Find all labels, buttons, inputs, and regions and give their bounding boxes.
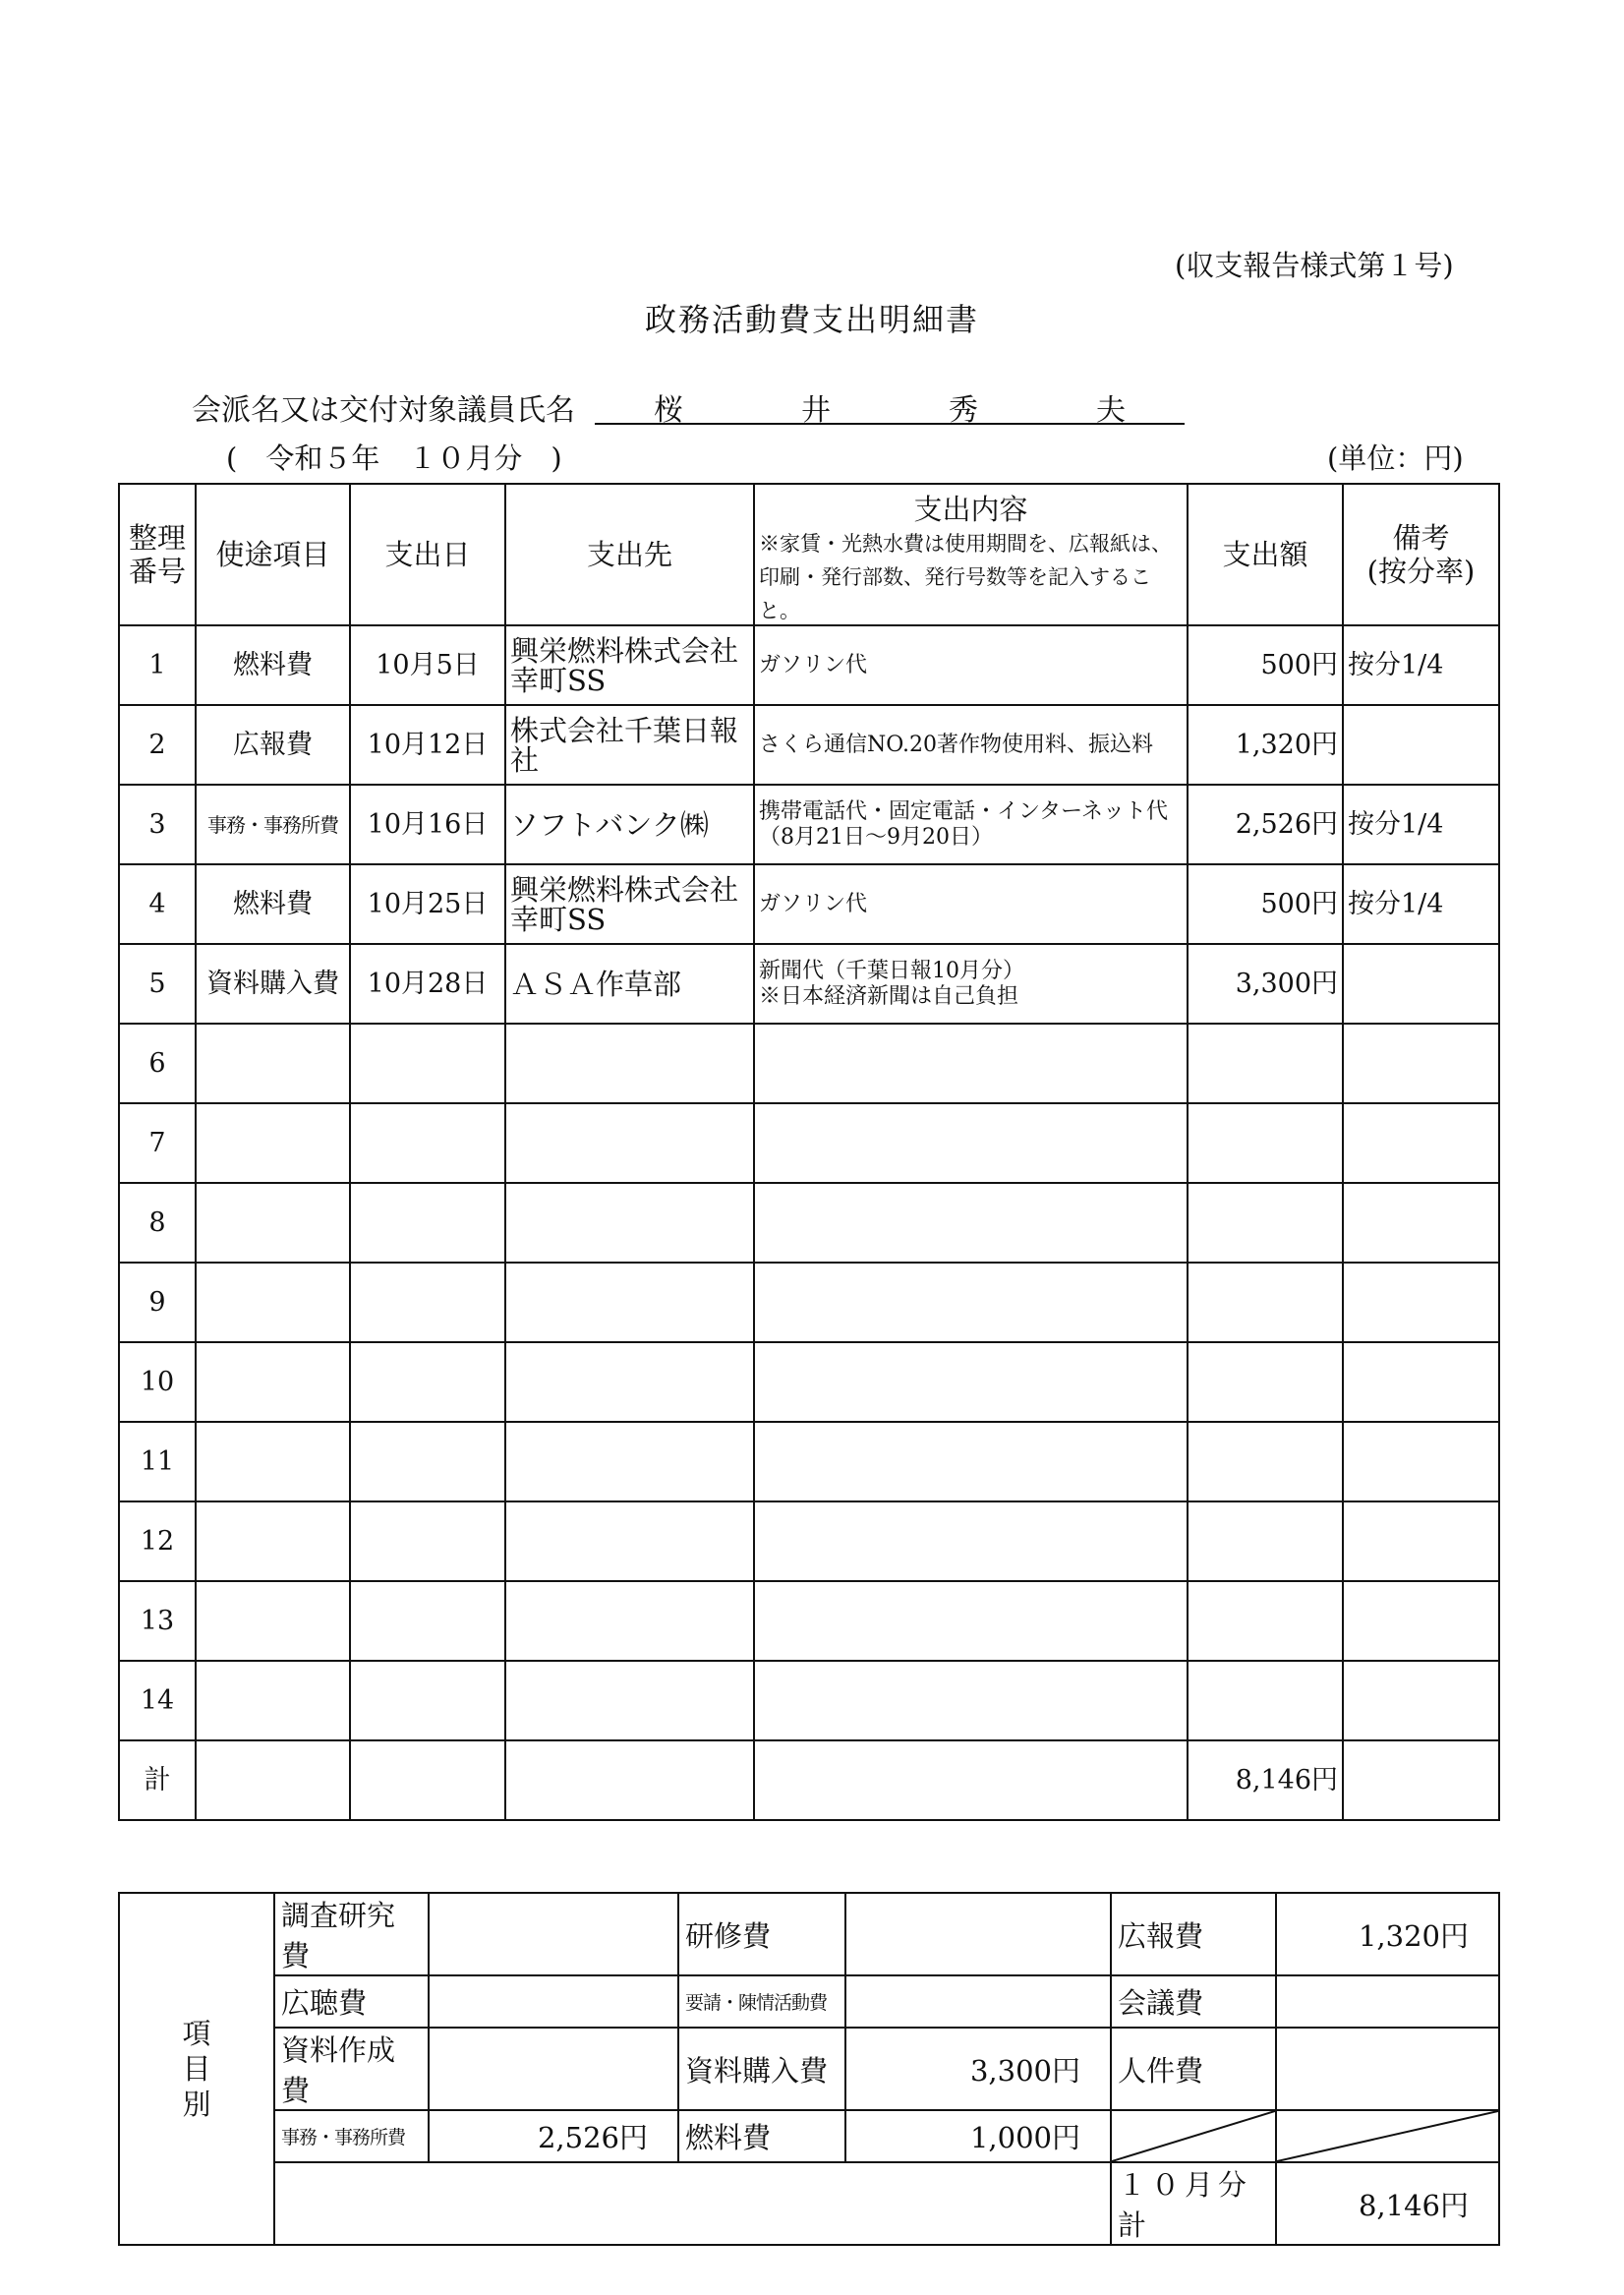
row-remarks xyxy=(1343,1581,1499,1661)
row-item: 事務・事務所費 xyxy=(196,785,350,864)
table-row xyxy=(119,1342,1499,1422)
column-header-payee: 支出先 xyxy=(505,484,754,625)
category-publicity-value: 1,320円 xyxy=(1276,1893,1499,1975)
row-item: 燃料費 xyxy=(196,625,350,705)
category-office-label: 事務・事務所費 xyxy=(274,2110,429,2162)
member-name xyxy=(595,385,1185,428)
row-number: 2 xyxy=(119,705,196,785)
category-side-label xyxy=(119,1893,274,2245)
table-row xyxy=(119,705,1499,785)
row-number: 3 xyxy=(119,785,196,864)
row-remarks: 按分1/4 xyxy=(1343,625,1499,705)
category-fuel-value: 1,000円 xyxy=(845,2110,1111,2162)
month-total-label: １０月分計 xyxy=(1111,2162,1276,2245)
row-amount xyxy=(1188,1103,1343,1183)
row-number: 6 xyxy=(119,1024,196,1103)
row-date xyxy=(350,1422,505,1501)
row-content xyxy=(754,1183,1188,1263)
row-content xyxy=(754,1422,1188,1501)
table-row xyxy=(119,785,1499,864)
row-content: ガソリン代 xyxy=(754,864,1188,944)
row-amount xyxy=(1188,1581,1343,1661)
row-amount xyxy=(1188,1024,1343,1103)
row-number: 1 xyxy=(119,625,196,705)
row-date xyxy=(350,1661,505,1740)
column-header-amount: 支出額 xyxy=(1188,484,1343,625)
category-side-label-char: 別 xyxy=(182,2088,211,2121)
row-amount: 500円 xyxy=(1188,625,1343,705)
row-content: さくら通信NO.20著作物使用料、振込料 xyxy=(754,705,1188,785)
row-amount xyxy=(1188,1661,1343,1740)
row-remarks: 按分1/4 xyxy=(1343,864,1499,944)
row-date: 10月28日 xyxy=(350,944,505,1024)
row-remarks xyxy=(1343,944,1499,1024)
member-name-char: 夫 xyxy=(1096,393,1126,428)
row-remarks xyxy=(1343,1183,1499,1263)
column-header-item: 使途項目 xyxy=(196,484,350,625)
category-side-label-char: 目 xyxy=(182,2052,211,2086)
member-name-char: 秀 xyxy=(949,393,978,428)
row-content xyxy=(754,1661,1188,1740)
row-remarks xyxy=(1343,1501,1499,1581)
total-empty-cell xyxy=(505,1740,754,1820)
category-materials-purchase-label: 資料購入費 xyxy=(678,2028,845,2110)
row-number: 5 xyxy=(119,944,196,1024)
row-content: 新聞代（千葉日報10月分） ※日本経済新聞は自己負担 xyxy=(754,944,1188,1024)
diagonal-blank-cell xyxy=(1111,2110,1276,2162)
row-payee xyxy=(505,1024,754,1103)
total-empty-cell xyxy=(1343,1740,1499,1820)
category-meeting-value xyxy=(1276,1975,1499,2028)
category-training-label: 研修費 xyxy=(678,1893,845,1975)
row-date xyxy=(350,1024,505,1103)
row-amount xyxy=(1188,1263,1343,1342)
row-content xyxy=(754,1103,1188,1183)
row-remarks xyxy=(1343,1422,1499,1501)
row-amount: 2,526円 xyxy=(1188,785,1343,864)
row-remarks xyxy=(1343,1103,1499,1183)
diagonal-blank-cell xyxy=(1276,2110,1499,2162)
row-content xyxy=(754,1581,1188,1661)
table-row xyxy=(119,864,1499,944)
row-payee: ソフトバンク㈱ xyxy=(505,785,754,864)
column-header-content-title: 支出内容 xyxy=(913,493,1028,526)
column-header-remarks-title: 備考 xyxy=(1392,521,1450,555)
total-label: 計 xyxy=(119,1740,196,1820)
row-payee: ＡＳＡ作草部 xyxy=(505,944,754,1024)
row-amount xyxy=(1188,1501,1343,1581)
table-row xyxy=(119,1501,1499,1581)
row-number: 11 xyxy=(119,1422,196,1501)
row-date: 10月12日 xyxy=(350,705,505,785)
row-number: 12 xyxy=(119,1501,196,1581)
table-row xyxy=(119,1422,1499,1501)
category-office-value: 2,526円 xyxy=(429,2110,678,2162)
column-header-content xyxy=(754,484,1188,625)
table-row xyxy=(119,625,1499,705)
row-payee xyxy=(505,1103,754,1183)
category-materials-purchase-value: 3,300円 xyxy=(845,2028,1111,2110)
currency-unit: (単位：円) xyxy=(1327,441,1464,475)
row-content xyxy=(754,1263,1188,1342)
row-date xyxy=(350,1581,505,1661)
category-research-label: 調査研究費 xyxy=(274,1893,429,1975)
table-row xyxy=(119,1024,1499,1103)
row-content xyxy=(754,1024,1188,1103)
row-item xyxy=(196,1661,350,1740)
row-content: 携帯電話代・固定電話・インターネット代（8月21日～9月20日） xyxy=(754,785,1188,864)
category-side-label-char: 項 xyxy=(182,2017,211,2050)
category-materials-creation-value xyxy=(429,2028,678,2110)
row-date: 10月16日 xyxy=(350,785,505,864)
table-row xyxy=(119,1581,1499,1661)
row-date xyxy=(350,1342,505,1422)
column-header-number: 整理番号 xyxy=(119,484,196,625)
row-amount: 3,300円 xyxy=(1188,944,1343,1024)
table-row xyxy=(119,1263,1499,1342)
report-period: ( 令和５年 １０月分 ) xyxy=(226,441,562,475)
month-total-value: 8,146円 xyxy=(1276,2162,1499,2245)
row-item xyxy=(196,1342,350,1422)
row-item: 資料購入費 xyxy=(196,944,350,1024)
member-name-char: 井 xyxy=(801,393,831,428)
row-amount xyxy=(1188,1183,1343,1263)
row-number: 14 xyxy=(119,1661,196,1740)
row-number: 10 xyxy=(119,1342,196,1422)
total-empty-cell xyxy=(196,1740,350,1820)
category-petition-label: 要請・陳情活動費 xyxy=(678,1975,845,2028)
category-personnel-label: 人件費 xyxy=(1111,2028,1276,2110)
row-number: 7 xyxy=(119,1103,196,1183)
row-remarks xyxy=(1343,1342,1499,1422)
category-fuel-label: 燃料費 xyxy=(678,2110,845,2162)
category-research-value xyxy=(429,1893,678,1975)
row-payee xyxy=(505,1263,754,1342)
row-payee xyxy=(505,1183,754,1263)
column-header-date: 支出日 xyxy=(350,484,505,625)
row-payee: 興栄燃料株式会社幸町SS xyxy=(505,864,754,944)
category-training-value xyxy=(845,1893,1111,1975)
row-content: ガソリン代 xyxy=(754,625,1188,705)
column-header-content-note: ※家賃・光熱水費は使用期間を、広報紙は、印刷・発行部数、発行号数等を記入すること。 xyxy=(759,532,1172,622)
row-payee xyxy=(505,1422,754,1501)
row-item xyxy=(196,1422,350,1501)
row-number: 4 xyxy=(119,864,196,944)
row-item xyxy=(196,1263,350,1342)
total-amount: 8,146円 xyxy=(1188,1740,1343,1820)
member-label: 会派名又は交付対象議員氏名 xyxy=(192,393,575,428)
table-header-row xyxy=(119,484,1499,625)
row-payee: 興栄燃料株式会社幸町SS xyxy=(505,625,754,705)
expense-detail-table xyxy=(118,483,1500,1821)
category-personnel-value xyxy=(1276,2028,1499,2110)
row-payee xyxy=(505,1501,754,1581)
document-title: 政務活動費支出明細書 xyxy=(644,301,979,338)
row-date: 10月25日 xyxy=(350,864,505,944)
table-row xyxy=(119,1183,1499,1263)
category-summary-table xyxy=(118,1892,1500,2246)
row-item xyxy=(196,1501,350,1581)
row-payee xyxy=(505,1661,754,1740)
row-remarks xyxy=(1343,1024,1499,1103)
row-payee xyxy=(505,1581,754,1661)
table-row xyxy=(119,1103,1499,1183)
row-remarks xyxy=(1343,1661,1499,1740)
category-publicity-label: 広報費 xyxy=(1111,1893,1276,1975)
row-number: 13 xyxy=(119,1581,196,1661)
row-remarks xyxy=(1343,1263,1499,1342)
total-empty-cell xyxy=(350,1740,505,1820)
total-row xyxy=(119,1740,1499,1820)
table-row xyxy=(119,944,1499,1024)
row-date: 10月5日 xyxy=(350,625,505,705)
category-meeting-label: 会議費 xyxy=(1111,1975,1276,2028)
column-header-remarks xyxy=(1343,484,1499,625)
category-materials-creation-label: 資料作成費 xyxy=(274,2028,429,2110)
row-amount: 500円 xyxy=(1188,864,1343,944)
row-number: 9 xyxy=(119,1263,196,1342)
row-amount xyxy=(1188,1342,1343,1422)
category-blank-cell xyxy=(274,2162,1111,2245)
row-number: 8 xyxy=(119,1183,196,1263)
member-name-char: 桜 xyxy=(654,393,683,428)
row-date xyxy=(350,1501,505,1581)
row-amount xyxy=(1188,1422,1343,1501)
row-remarks xyxy=(1343,705,1499,785)
row-remarks: 按分1/4 xyxy=(1343,785,1499,864)
category-hearing-value xyxy=(429,1975,678,2028)
row-item xyxy=(196,1024,350,1103)
row-date xyxy=(350,1183,505,1263)
form-reference: (収支報告様式第１号) xyxy=(1175,249,1454,282)
row-item: 広報費 xyxy=(196,705,350,785)
table-row xyxy=(119,1661,1499,1740)
category-hearing-label: 広聴費 xyxy=(274,1975,429,2028)
row-date xyxy=(350,1263,505,1342)
column-header-remarks-sub: (按分率) xyxy=(1366,555,1476,588)
row-item xyxy=(196,1103,350,1183)
row-amount: 1,320円 xyxy=(1188,705,1343,785)
row-payee xyxy=(505,1342,754,1422)
row-payee: 株式会社千葉日報社 xyxy=(505,705,754,785)
row-item: 燃料費 xyxy=(196,864,350,944)
row-content xyxy=(754,1342,1188,1422)
total-empty-cell xyxy=(754,1740,1188,1820)
row-content xyxy=(754,1501,1188,1581)
row-date xyxy=(350,1103,505,1183)
category-petition-value xyxy=(845,1975,1111,2028)
row-item xyxy=(196,1581,350,1661)
row-item xyxy=(196,1183,350,1263)
